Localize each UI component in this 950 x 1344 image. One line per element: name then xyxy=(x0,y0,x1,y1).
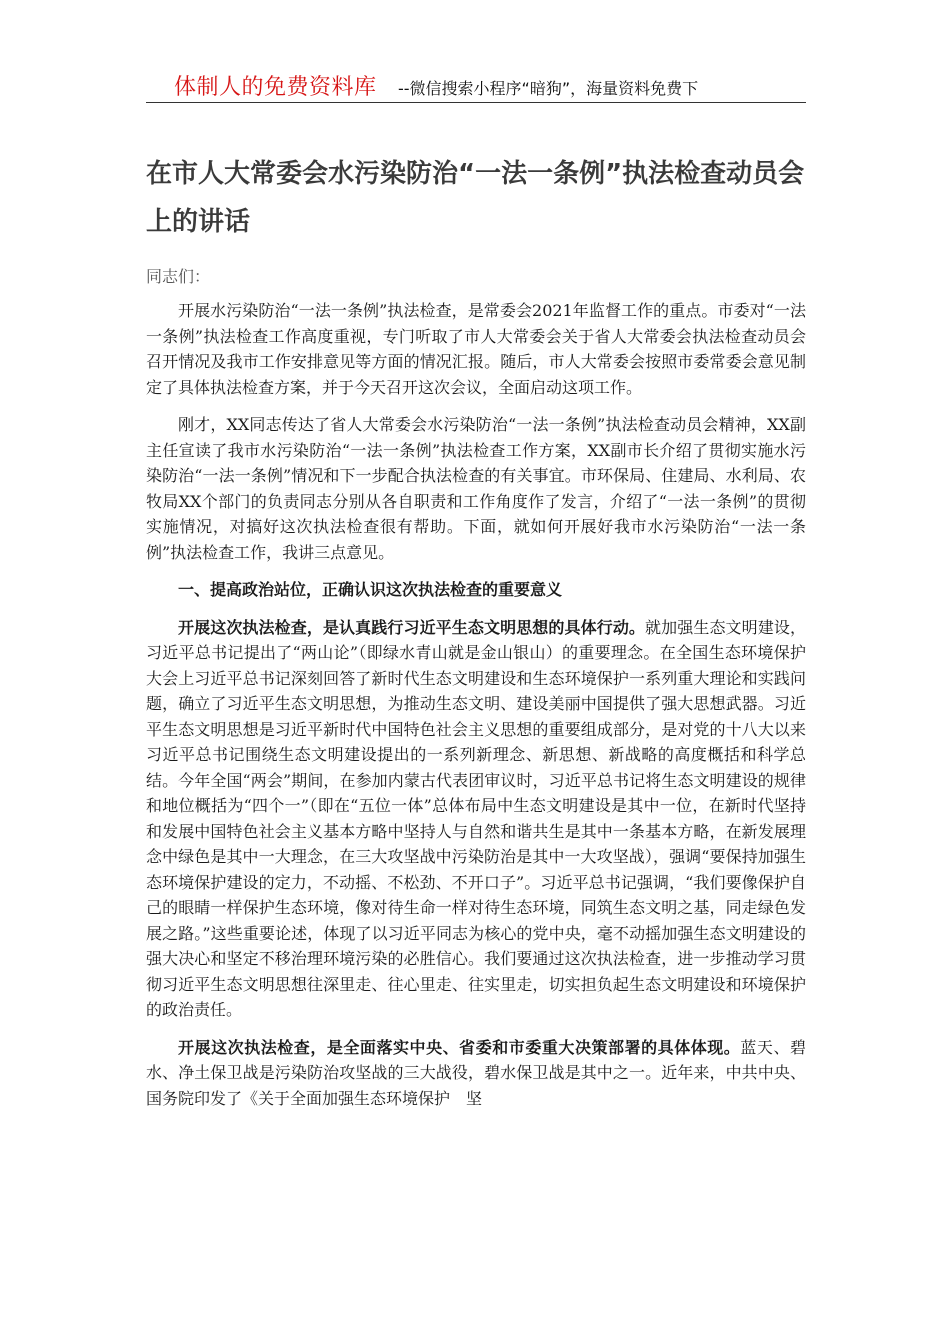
paragraph-3-lead: 开展这次执法检查，是认真践行习近平生态文明思想的具体行动。 xyxy=(178,617,646,637)
paragraph-2: 刚才，XX同志传达了省人大常委会水污染防治“一法一条例”执法检查动员会精神，XX副主任宣读了我市水污染防治“一法一条例”执法检查工作方案，XX副市长介绍了贯彻实施水污染防治“一法一条例”情况和下一步配合执法检查的有关事宜。市环保局、住建局、水利局、农牧局XX个部门的负责同志分别从各自职责和工作角度作了发言，介绍了“一法一条例”的贯彻实施情况，对搞好这次执法检查很有帮助。下面，就如何开展好我市水污染防治“一法一条例”执法检查工作，我讲三点意见。 xyxy=(146,415,806,562)
salutation: 同志们： xyxy=(146,267,211,286)
section-heading-1: 一、提高政治站位，正确认识这次执法检查的重要意义 xyxy=(178,580,563,599)
paragraph-4 xyxy=(146,1035,806,1112)
header-promo: --微信搜索小程序“暗狗”，海量资料免费下 xyxy=(398,79,699,98)
paragraph-3-body: 就加强生态文明建设，习近平总书记提出了“两山论”（即绿水青山就是金山银山）的重要理念。在全国生态环境保护大会上习近平总书记深刻回答了新时代生态文明建设和生态环境保护一系列重大理论和实践问题，确立了习近平生态文明思想，为推动生态文明、建设美丽中国提供了强大思想武器。习近平生态文明思想是习近平新时代中国特色社会主义思想的重要组成部分，是对党的十八大以来习近平总书记围绕生态文明建设提出的一系列新理念、新思想、新战略的高度概括和科学总结。今年全国“两会”期间，在参加内蒙古代表团审议时，习近平总书记将生态文明建设的规律和地位概括为“四个一”（即在“五位一体”总体布局中生态文明建设是其中一位，在新时代坚持和发展中国特色社会主义基本方略中坚持人与自然和谐共生是其中一条基本方略，在新发展理念中绿色是其中一大理念，在三大攻坚战中污染防治是其中一大攻坚战），强调“要保持加强生态环境保护建设的定力，不动摇、不松劲、不开口子”。习近平总书记强调，“我们要像保护自己的眼睛一样保护生态环境，像对待生命一样对待生态环境，同筑生态文明之基，同走绿色发展之路。”这些重要论述，体现了以习近平同志为核心的党中央，毫不动摇加强生态文明建设的强大决心和坚定不移治理环境污染的必胜信心。我们要通过这次执法检查，进一步推动学习贯彻习近平生态文明思想往深里走、往心里走、往实里走，切实担负起生态文明建设和环境保护的政治责任。 xyxy=(146,617,806,1019)
paragraph-4-body: 蓝天、碧水、净土保卫战是污染防治攻坚战的三大战役，碧水保卫战是其中之一。近年来，中共中央、国务院印发了《关于全面加强生态环境保护 坚 xyxy=(146,1037,806,1108)
document-title: 在市人大常委会水污染防治“一法一条例”执法检查动员会上的讲话 xyxy=(146,159,805,237)
document-body xyxy=(146,298,806,1123)
header-brand: 体制人的免费资料库 xyxy=(174,75,377,100)
paragraph-4-lead: 开展这次执法检查，是全面落实中央、省委和市委重大决策部署的具体体现。 xyxy=(178,1037,741,1057)
paragraph-1: 开展水污染防治“一法一条例”执法检查，是常委会2021年监督工作的重点。市委对“一法一条例”执法检查工作高度重视，专门听取了市人大常委会关于省人大常委会执法检查动员会召开情况及我市工作安排意见等方面的情况汇报。随后，市人大常委会按照市委常委会意见制定了具体执法检查方案，并于今天召开这次会议，全面启动这项工作。 xyxy=(146,301,806,397)
page-header xyxy=(146,66,806,103)
paragraph-3 xyxy=(146,615,806,1023)
